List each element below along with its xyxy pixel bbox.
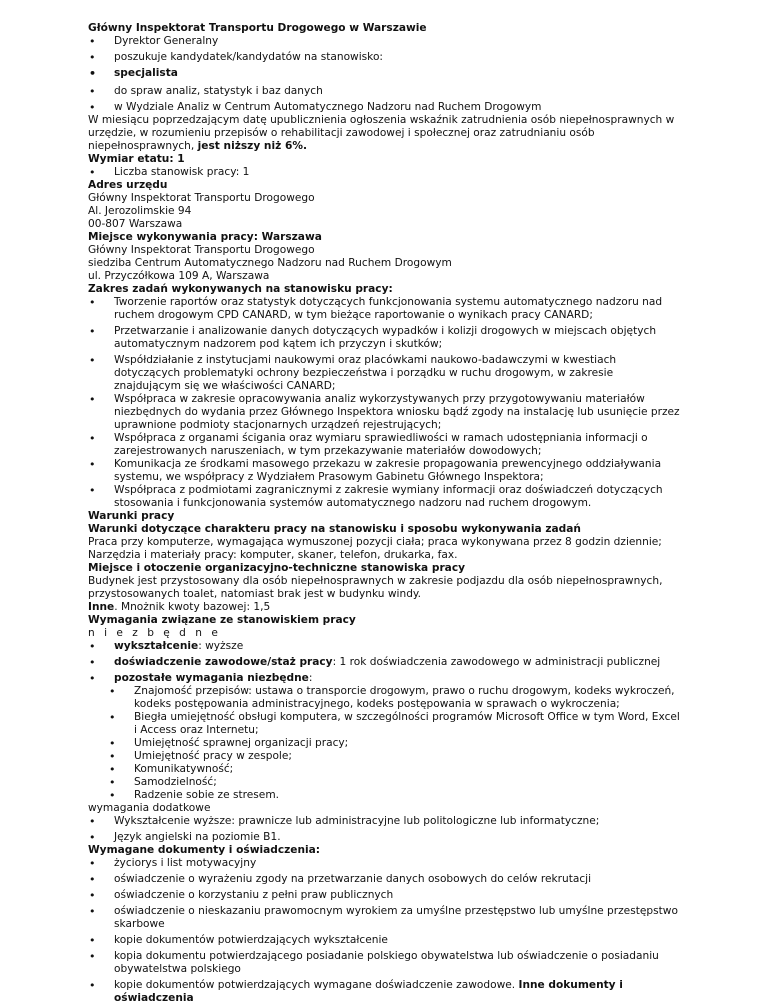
- section-heading: Adres urzędu: [88, 179, 168, 191]
- list-item: • Komunikacja ze środkami masowego przekazu w zakresie propagowania prewencyjnego oddziaływania systemu, we współpracy z Wydziałem Prasowym Gabinetu Głównego Inspektora;: [88, 458, 683, 484]
- list-item: • Tworzenie raportów oraz statystyk dotyczących funkcjonowania systemu automatycznego nadzoru nad ruchem drogowym CPD CANARD, w tym bieżące raportowanie o wynikach pracy CANARD;: [88, 296, 683, 322]
- list-item: • kopia dokumentu potwierdzającego posiadanie polskiego obywatelstwa lub oświadczenie o posiadaniu obywatelstwa polskiego: [88, 950, 683, 976]
- sub-list-item: • Radzenie sobie ze stresem.: [108, 789, 683, 802]
- list-item: • Wykształcenie wyższe: prawnicze lub administracyjne lub politologiczne lub informatyczne;: [88, 815, 683, 828]
- list-item: • Język angielski na poziomie B1.: [88, 831, 683, 844]
- req-value: :: [308, 672, 313, 684]
- list-item: • Współdziałanie z instytucjami naukowymi oraz placówkami naukowo-badawczymi w kwestiach dotyczących problematyki ochrony bezpieczeństwa i porządku w ruchu drogowym, w zakresie znajdującym się we właściwości CANARD;: [88, 354, 683, 393]
- address-line: Główny Inspektorat Transportu Drogowego: [88, 244, 315, 256]
- list-item: • Współpraca z organami ścigania oraz wymiaru sprawiedliwości w ramach udostępniania informacji o zarejestrowanych naruszeniach, w tym przekazywanie materiałów dowodowych;: [88, 432, 683, 458]
- section-heading: Warunki pracy: [88, 510, 175, 522]
- list-item: [88, 640, 683, 653]
- list-item: • Dyrektor Generalny: [88, 35, 683, 48]
- address-line: ul. Przyczółkowa 109 A, Warszawa: [88, 270, 270, 282]
- page-title: Główny Inspektorat Transportu Drogowego w Warszawie: [88, 22, 427, 34]
- address-line: siedziba Centrum Automatycznego Nadzoru nad Ruchem Drogowym: [88, 257, 452, 269]
- paragraph: Budynek jest przystosowany dla osób niepełnosprawnych w zakresie podjazdu dla osób niepełnosprawnych, przystosowanych toalet, natomiast brak jest w budynku windy.: [88, 575, 663, 600]
- sub-list-item: • Komunikatywność;: [108, 763, 683, 776]
- disability-paragraph: [88, 114, 683, 153]
- section-heading: Miejsce i otoczenie organizacyjno-techniczne stanowiska pracy: [88, 562, 466, 574]
- address-line: Główny Inspektorat Transportu Drogowego: [88, 192, 315, 204]
- section-heading: Wymagane dokumenty i oświadczenia:: [88, 844, 321, 856]
- req-label: doświadczenie zawodowe/staż pracy: [114, 656, 333, 668]
- list-item: [88, 979, 683, 1005]
- list-item: • w Wydziale Analiz w Centrum Automatycznego Nadzoru nad Ruchem Drogowym: [88, 101, 683, 114]
- list-item-text: kopie dokumentów potwierdzających wymagane doświadczenie zawodowe.: [114, 979, 516, 991]
- dodatkowe-label: wymagania dodatkowe: [88, 802, 211, 814]
- list-item: • poszukuje kandydatek/kandydatów na stanowisko:: [88, 51, 683, 64]
- list-item: [88, 656, 683, 669]
- req-value: : wyższe: [198, 640, 244, 652]
- address-line: 00-807 Warszawa: [88, 218, 183, 230]
- list-item: • Przetwarzanie i analizowanie danych dotyczących wypadków i kolizji drogowych w miejscach objętych automatycznym nadzorem pod kątem ich przyczyn i skutków;: [88, 325, 683, 351]
- position-title: • specjalista: [88, 67, 683, 80]
- sub-list-item: • Samodzielność;: [108, 776, 683, 789]
- list-item: • Współpraca z podmiotami zagranicznymi z zakresie wymiany informacji oraz doświadczeń dotyczących stosowania i funkcjonowania systemów automatycznego nadzoru nad ruchem drogowym.: [88, 484, 683, 510]
- document: [88, 22, 683, 1005]
- list-item: • do spraw analiz, statystyk i baz danych: [88, 85, 683, 98]
- list-item: • oświadczenie o korzystaniu z pełni praw publicznych: [88, 889, 683, 902]
- paragraph: Praca przy komputerze, wymagająca wymuszonej pozycji ciała; praca wykonywana przez 8 godzin dziennie; Narzędzia i materiały pracy: komputer, skaner, telefon, drukarka, fax.: [88, 536, 662, 561]
- sub-list-item: • Biegła umiejętność obsługi komputera, w szczególności programów Microsoft Office w tym Word, Excel i Access oraz Internetu;: [108, 711, 683, 737]
- address-line: Al. Jerozolimskie 94: [88, 205, 192, 217]
- section-heading: Wymagania związane ze stanowiskiem pracy: [88, 614, 356, 626]
- list-item: • oświadczenie o wyrażeniu zgody na przetwarzanie danych osobowych do celów rekrutacji: [88, 873, 683, 886]
- req-value: : 1 rok doświadczenia zawodowego w administracji publicznej: [332, 656, 661, 668]
- wymiar-etatu: Wymiar etatu: 1: [88, 153, 185, 165]
- section-heading: Zakres zadań wykonywanych na stanowisku pracy:: [88, 283, 393, 295]
- list-item: • Liczba stanowisk pracy: 1: [88, 166, 683, 179]
- section-heading: Miejsce wykonywania pracy: Warszawa: [88, 231, 322, 243]
- sub-list-item: • Umiejętność pracy w zespole;: [108, 750, 683, 763]
- disability-text: W miesiącu poprzedzającym datę upublicznienia ogłoszenia wskaźnik zatrudnienia osób niepełnosprawnych w urzędzie, w rozumieniu przepisów o rehabilitacji zawodowej i społecznej oraz zatrudnianiu osób niepełnosprawnych,: [88, 114, 675, 152]
- section-heading: Warunki dotyczące charakteru pracy na stanowisku i sposobu wykonywania zadań: [88, 523, 581, 535]
- list-item: • Współpraca w zakresie opracowywania analiz wykorzystywanych przy przygotowywaniu materiałów niezbędnych do wydania przez Głównego Inspektora wniosku bądź zgody na instalację lub usunięcie przez uprawnione podmioty stacjonarnych urządzeń rejestrujących;: [88, 393, 683, 432]
- list-item: • oświadczenie o nieskazaniu prawomocnym wyrokiem za umyślne przestępstwo lub umyślne przestępstwo skarbowe: [88, 905, 683, 931]
- list-item-bold: Inne dokumenty i oświadczenia: [114, 979, 623, 1004]
- req-label: wykształcenie: [114, 640, 199, 652]
- paragraph: [88, 601, 683, 614]
- sub-list-item: • Znajomość przepisów: ustawa o transporcie drogowym, prawo o ruchu drogowym, kodeks wykroczeń, kodeks postępowania administracyjnego, kodeks postępowania w sprawach o wykroczenia;: [108, 685, 683, 711]
- sub-list-item: • Umiejętność sprawnej organizacji pracy;: [108, 737, 683, 750]
- req-label: pozostałe wymagania niezbędne: [114, 672, 309, 684]
- list-item: • kopie dokumentów potwierdzających wykształcenie: [88, 934, 683, 947]
- inne-label: Inne: [88, 601, 115, 613]
- list-item: • życiorys i list motywacyjny: [88, 857, 683, 870]
- niezbedne-label: n i e z b ę d n e: [88, 627, 221, 639]
- disability-bold: jest niższy niż 6%.: [197, 140, 307, 152]
- inne-text: . Mnożnik kwoty bazowej: 1,5: [114, 601, 271, 613]
- list-item: [88, 672, 683, 685]
